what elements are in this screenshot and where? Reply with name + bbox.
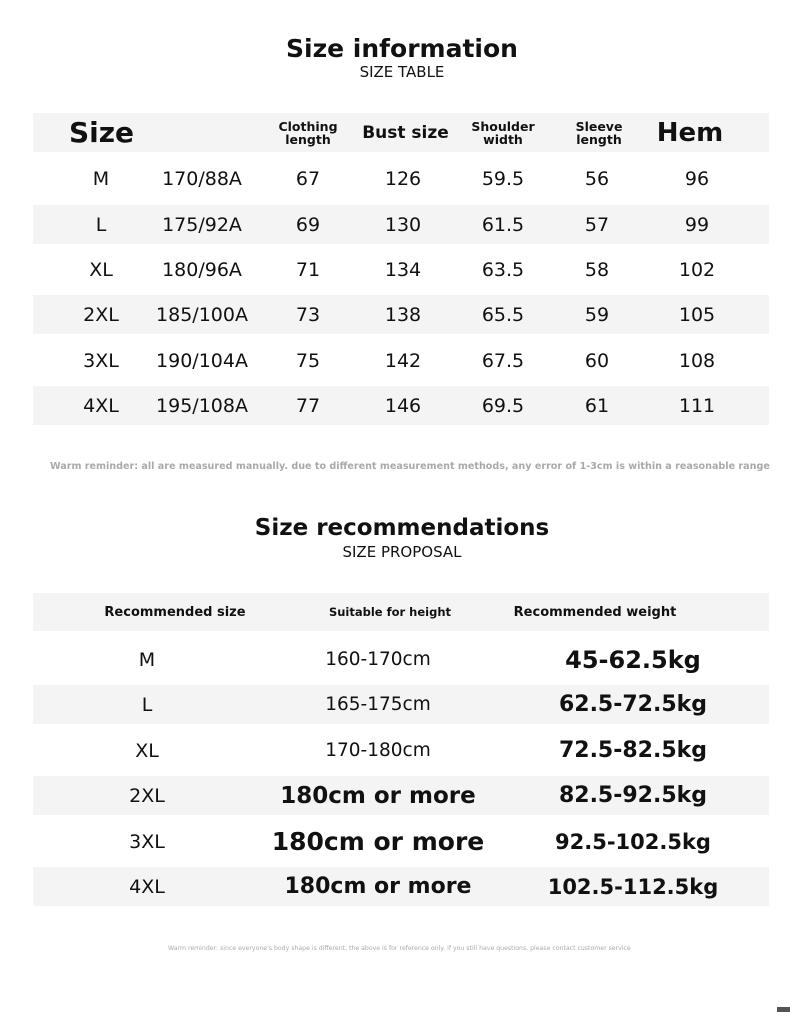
header-clothing-length: Clothing length xyxy=(278,118,338,147)
size-info-title: Size information xyxy=(286,34,518,63)
cell-hem: 102 xyxy=(678,258,716,281)
cell-suitable-height: 165-175cm xyxy=(325,694,431,715)
measurement-note: Warm reminder: all are measured manually. due to different measurement methods, any error of 1-3cm is within a reasonable range xyxy=(50,461,770,472)
size-table-subtitle: SIZE TABLE xyxy=(359,63,445,81)
cell-bust-size: 134 xyxy=(384,258,422,281)
cell-clothing-length: 73 xyxy=(295,303,321,326)
cell-chest-code: 170/88A xyxy=(162,167,242,190)
cell-recommended-size: XL xyxy=(135,739,159,762)
cell-size: XL xyxy=(89,258,113,281)
recommendation-row xyxy=(33,867,769,906)
cell-clothing-length: 75 xyxy=(295,349,321,372)
cell-bust-size: 138 xyxy=(384,303,422,326)
recommendation-row xyxy=(33,731,769,770)
header-size: Size xyxy=(69,116,135,149)
header-suitable-height: Suitable for height xyxy=(328,605,452,619)
corner-mark xyxy=(777,1007,790,1012)
cell-chest-code: 180/96A xyxy=(162,258,242,281)
cell-suitable-height: 180cm or more xyxy=(280,782,476,809)
cell-suitable-height: 180cm or more xyxy=(284,874,472,899)
cell-recommended-weight: 92.5-102.5kg xyxy=(555,829,711,854)
size-table-row xyxy=(33,295,769,334)
cell-size: 4XL xyxy=(83,394,119,417)
cell-recommended-weight: 62.5-72.5kg xyxy=(558,692,708,717)
header-hem: Hem xyxy=(656,117,724,148)
cell-sleeve-length: 56 xyxy=(584,167,610,190)
recommendations-header xyxy=(33,593,769,631)
cell-size: M xyxy=(92,167,110,190)
cell-sleeve-length: 60 xyxy=(584,349,610,372)
cell-bust-size: 126 xyxy=(384,167,422,190)
cell-sleeve-length: 57 xyxy=(584,213,610,236)
size-recommendations-title: Size recommendations xyxy=(254,515,550,541)
header-sleeve-length: Sleeve length xyxy=(575,118,623,147)
size-table-row xyxy=(33,159,769,198)
cell-recommended-weight: 72.5-82.5kg xyxy=(558,738,708,763)
cell-bust-size: 142 xyxy=(384,349,422,372)
size-table-header xyxy=(33,113,769,152)
cell-suitable-height: 170-180cm xyxy=(325,740,431,761)
header-shoulder-width: Shoulder width xyxy=(471,118,535,147)
cell-hem: 99 xyxy=(684,213,710,236)
cell-recommended-size: 3XL xyxy=(129,830,165,853)
cell-hem: 111 xyxy=(678,394,716,417)
cell-shoulder-width: 67.5 xyxy=(481,349,525,372)
cell-recommended-size: 4XL xyxy=(129,875,165,898)
header-recommended-weight: Recommended weight xyxy=(513,604,677,620)
cell-shoulder-width: 69.5 xyxy=(481,394,525,417)
cell-recommended-weight: 102.5-112.5kg xyxy=(547,874,719,899)
cell-size: L xyxy=(95,213,107,236)
header-recommended-size: Recommended size xyxy=(104,604,246,620)
cell-shoulder-width: 63.5 xyxy=(481,258,525,281)
cell-suitable-height: 160-170cm xyxy=(325,649,431,670)
recommendation-row xyxy=(33,640,769,679)
cell-suitable-height: 180cm or more xyxy=(271,827,485,856)
recommendation-row xyxy=(33,776,769,815)
cell-hem: 96 xyxy=(684,167,710,190)
cell-recommended-weight: 82.5-92.5kg xyxy=(558,783,708,808)
cell-shoulder-width: 65.5 xyxy=(481,303,525,326)
cell-clothing-length: 69 xyxy=(295,213,321,236)
cell-shoulder-width: 61.5 xyxy=(481,213,525,236)
recommendation-row xyxy=(33,822,769,861)
cell-sleeve-length: 61 xyxy=(584,394,610,417)
cell-recommended-weight: 45-62.5kg xyxy=(565,645,701,674)
cell-recommended-size: L xyxy=(141,693,153,716)
cell-chest-code: 190/104A xyxy=(156,349,248,372)
size-table-row xyxy=(33,386,769,425)
cell-chest-code: 195/108A xyxy=(156,394,248,417)
cell-hem: 108 xyxy=(678,349,716,372)
size-table-row xyxy=(33,205,769,244)
cell-bust-size: 130 xyxy=(384,213,422,236)
cell-clothing-length: 77 xyxy=(295,394,321,417)
cell-size: 2XL xyxy=(83,303,119,326)
cell-clothing-length: 67 xyxy=(295,167,321,190)
cell-recommended-size: 2XL xyxy=(129,784,165,807)
size-table-row xyxy=(33,250,769,289)
cell-size: 3XL xyxy=(83,349,119,372)
cell-hem: 105 xyxy=(678,303,716,326)
cell-clothing-length: 71 xyxy=(295,258,321,281)
size-proposal-subtitle: SIZE PROPOSAL xyxy=(342,543,462,561)
recommendation-row xyxy=(33,685,769,724)
header-bust-size: Bust size xyxy=(362,122,449,143)
cell-recommended-size: M xyxy=(138,648,156,671)
cell-shoulder-width: 59.5 xyxy=(481,167,525,190)
cell-bust-size: 146 xyxy=(384,394,422,417)
cell-chest-code: 175/92A xyxy=(162,213,242,236)
cell-chest-code: 185/100A xyxy=(156,303,248,326)
cell-sleeve-length: 59 xyxy=(584,303,610,326)
reference-note: Warm reminder: since everyone's body shape is different, the above is for reference only. if you still have questions, please contact customer service xyxy=(168,945,631,952)
size-table-row xyxy=(33,341,769,380)
cell-sleeve-length: 58 xyxy=(584,258,610,281)
